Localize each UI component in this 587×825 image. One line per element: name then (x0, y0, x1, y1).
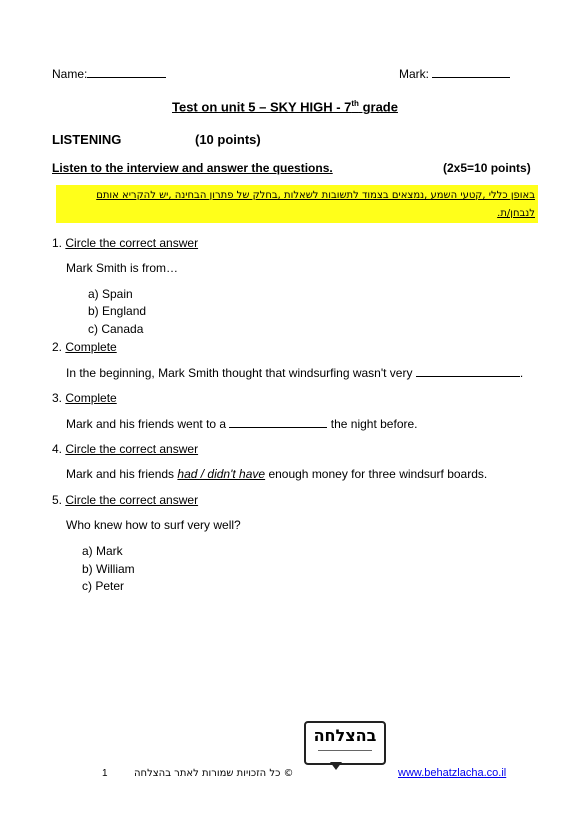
instruction-points: (2x5=10 points) (443, 161, 531, 175)
question-4-prompt: Mark and his friends had / didn't have enough money for three windsurf boards. (66, 467, 488, 481)
section-heading: LISTENING (52, 132, 122, 147)
question-4-header: 4. Circle the correct answer (52, 442, 199, 456)
question-2-prompt: In the beginning, Mark Smith thought that windsurfing wasn't very . (66, 366, 524, 380)
website-link[interactable]: www.behatzlacha.co.il (398, 767, 507, 779)
question-5-option-b[interactable]: b) William (82, 562, 135, 576)
question-5-option-c[interactable]: c) Peter (82, 579, 125, 593)
question-1-option-a[interactable]: a) Spain (88, 287, 133, 301)
question-3-prompt: Mark and his friends went to a the night before. (66, 417, 418, 431)
question-5-option-a[interactable]: a) Mark (82, 544, 123, 558)
section-points: (10 points) (195, 132, 261, 147)
question-5-header: 5. Circle the correct answer (52, 493, 199, 507)
instruction-text: Listen to the interview and answer the questions. (52, 161, 333, 175)
copyright-text: © כל הזכויות שמורות לאתר בהצלחה (134, 768, 294, 779)
question-1-header: 1. Circle the correct answer (52, 236, 199, 250)
behatzlacha-logo: בהצלחה (304, 721, 386, 765)
question-5-prompt: Who knew how to surf very well? (66, 518, 241, 532)
page-number: 1 (102, 768, 108, 779)
mark-label: Mark: (399, 66, 510, 81)
question-3-header: 3. Complete (52, 391, 117, 405)
note-line-2: לנבחן/ת. (497, 208, 535, 219)
question-2-blank[interactable] (416, 365, 520, 377)
question-3-blank[interactable] (229, 416, 327, 428)
question-1-option-c[interactable]: c) Canada (88, 322, 144, 336)
name-label: Name: (52, 66, 166, 81)
question-2-header: 2. Complete (52, 340, 117, 354)
name-blank[interactable] (87, 66, 166, 78)
note-line-1: באופן כללי ,קטעי השמע ,נמצאים בצמוד לתשובות לשאלות ,בחלק של פתרון הבחינה ,יש להקריא אותם (96, 190, 535, 201)
logo-tail (330, 762, 342, 770)
mark-blank[interactable] (432, 66, 510, 78)
question-4-choice[interactable]: had / didn't have (177, 467, 266, 481)
question-1-option-b[interactable]: b) England (88, 304, 147, 318)
page-title: Test on unit 5 – SKY HIGH - 7th grade (172, 99, 398, 115)
question-1-prompt: Mark Smith is from… (66, 261, 179, 275)
